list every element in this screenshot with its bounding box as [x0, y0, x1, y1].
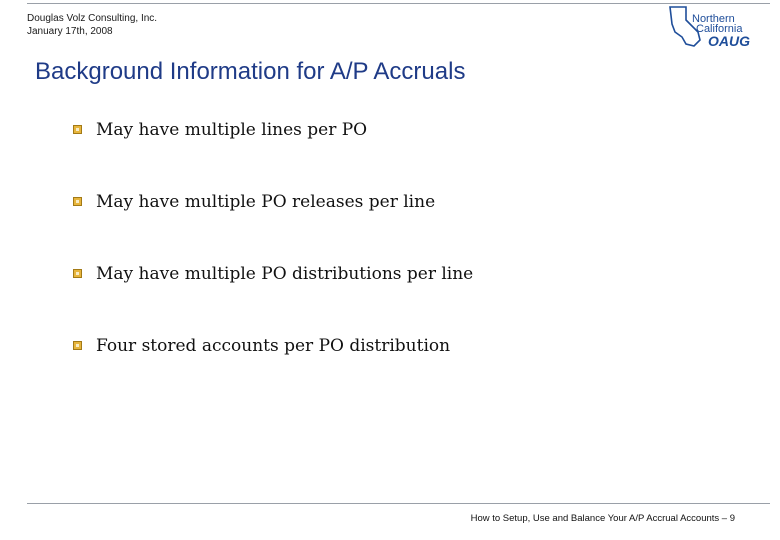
bullet-square-icon: [73, 269, 82, 278]
logo-text-northern: Northern: [692, 13, 735, 25]
bullet-item: [73, 120, 473, 192]
logo-text-oaug: OAUG: [708, 33, 750, 48]
bullet-text: May have multiple PO releases per line: [96, 192, 436, 212]
bullet-square-icon: [73, 341, 82, 350]
company-info: [27, 12, 157, 38]
logo-text-california: California: [696, 23, 743, 35]
presentation-date: January 17th, 2008: [27, 26, 113, 37]
header-rule: [27, 3, 770, 4]
footer-rule: [27, 503, 770, 504]
company-name: Douglas Volz Consulting, Inc.: [27, 13, 158, 24]
bullet-square-icon: [73, 125, 82, 134]
bullet-text: May have multiple lines per PO: [96, 120, 368, 140]
slide-title: Background Information for A/P Accruals: [35, 58, 466, 85]
bullet-square-icon: [73, 197, 82, 206]
bullet-item: [73, 264, 473, 336]
oaug-logo: [660, 4, 770, 48]
bullet-item: [73, 192, 473, 264]
footer-text: How to Setup, Use and Balance Your A/P Accrual Accounts – 9: [470, 513, 735, 524]
bullet-list: [73, 120, 473, 408]
bullet-text: May have multiple PO distributions per line: [96, 264, 474, 284]
bullet-text: Four stored accounts per PO distribution: [96, 336, 451, 356]
bullet-item: [73, 336, 473, 408]
